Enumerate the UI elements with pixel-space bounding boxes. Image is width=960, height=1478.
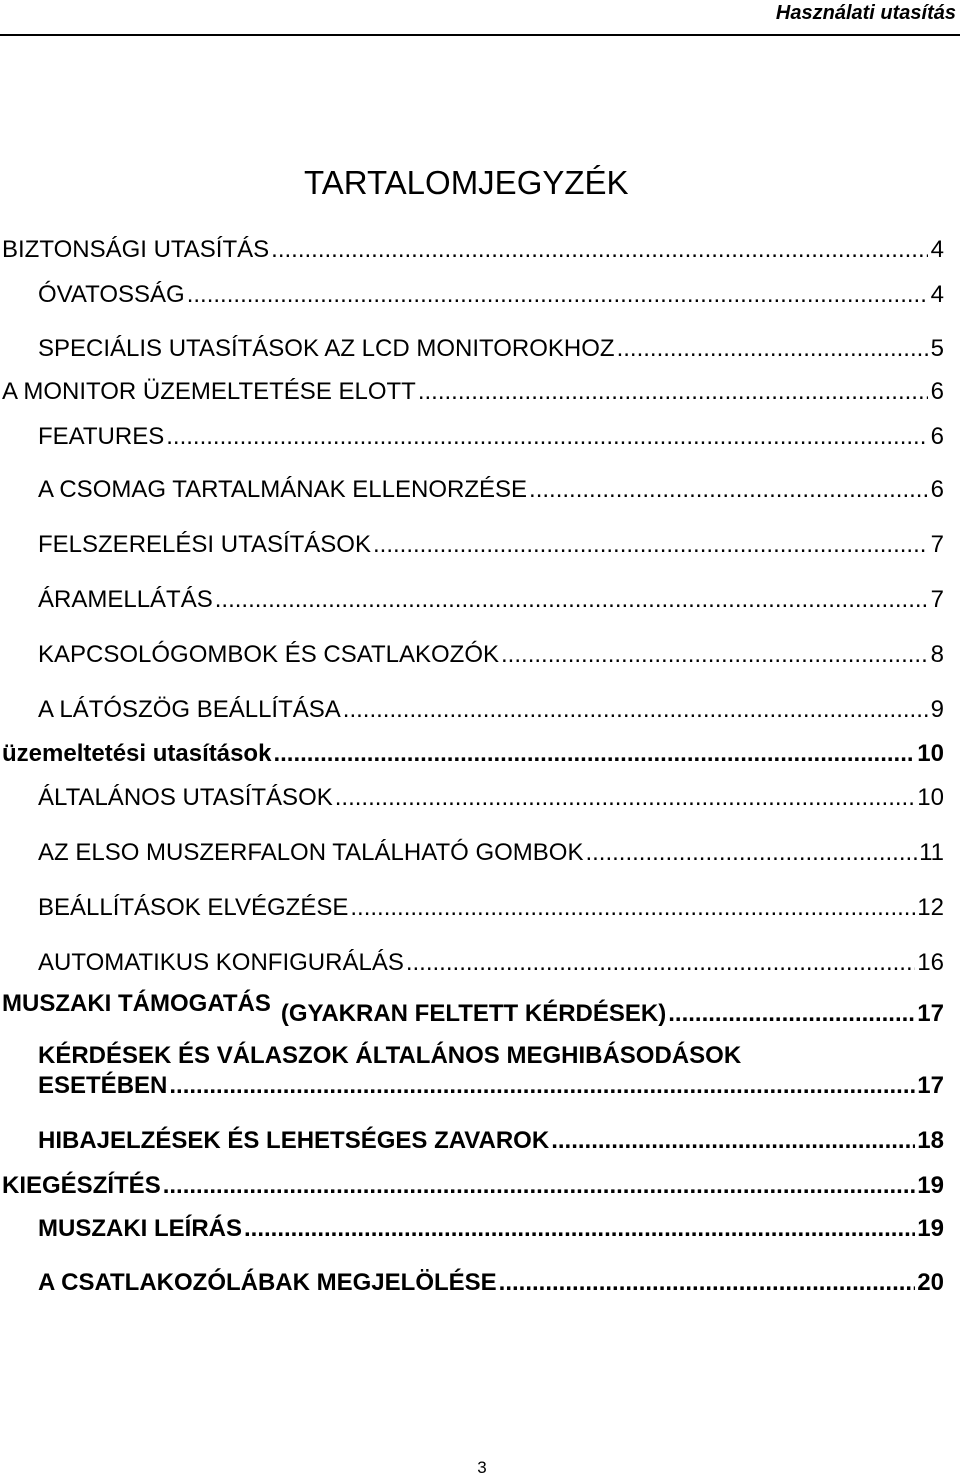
toc-entry-page: 7 xyxy=(930,531,944,558)
toc-entry-label: KAPCSOLÓGOMBOK ÉS CSATLAKOZÓK xyxy=(38,641,500,668)
toc-entry-page: 19 xyxy=(917,1172,944,1199)
toc-entry-kiegeszites[interactable] xyxy=(2,1172,944,1200)
toc-entry-page: 11 xyxy=(919,839,944,866)
toc-entry-page: 16 xyxy=(917,949,944,976)
toc-entry-page: 4 xyxy=(930,236,944,263)
toc-entry-page: 9 xyxy=(930,696,944,723)
toc-entry-biztonsagi-utasitas[interactable] xyxy=(2,236,944,264)
toc-entry-hibajelzesek[interactable] xyxy=(38,1127,944,1155)
toc-entry-label-continued: ESETÉBEN xyxy=(38,1072,168,1099)
toc-entry-csatlakozolabak[interactable] xyxy=(38,1269,944,1297)
toc-entry-label: üzemeltetési utasítások xyxy=(2,740,272,767)
toc-entry-muszaki-tamogatas[interactable] xyxy=(2,990,944,1028)
toc-entry-felszerelesi-utasitasok[interactable] xyxy=(38,531,944,559)
header-rule xyxy=(0,34,960,36)
toc-entry-label-continued: (GYAKRAN FELTETT KÉRDÉSEK) xyxy=(280,1000,667,1027)
toc-entry-page: 5 xyxy=(930,335,944,362)
page-header-title: Használati utasítás xyxy=(775,2,956,24)
toc-entry-beallitasok-elvegzese[interactable] xyxy=(38,894,944,922)
dot-leader xyxy=(343,696,928,724)
toc-entry-label: HIBAJELZÉSEK ÉS LEHETSÉGES ZAVAROK xyxy=(38,1127,550,1154)
dot-leader xyxy=(215,586,928,614)
toc-entry-label: ÁRAMELLÁTÁS xyxy=(38,586,213,613)
toc-entry-page: 19 xyxy=(917,1215,944,1242)
toc-entry-label: MUSZAKI TÁMOGATÁS xyxy=(2,990,271,1017)
toc-entry-page: 12 xyxy=(917,894,944,921)
toc-entry-page: 7 xyxy=(930,586,944,613)
toc-entry-muszerfalon-gombok[interactable] xyxy=(38,839,944,867)
toc-entry-kerdesek-es-valaszok[interactable] xyxy=(38,1042,944,1100)
dot-leader xyxy=(187,281,928,309)
dot-leader xyxy=(163,1172,916,1200)
toc-entry-label: A CSATLAKOZÓLÁBAK MEGJELÖLÉSE xyxy=(38,1269,497,1296)
toc-entry-page: 18 xyxy=(917,1127,944,1154)
toc-entry-label: AUTOMATIKUS KONFIGURÁLÁS xyxy=(38,949,404,976)
toc-entry-muszaki-leiras[interactable] xyxy=(38,1215,944,1243)
toc-entry-label: BIZTONSÁGI UTASÍTÁS xyxy=(2,236,270,263)
dot-leader xyxy=(335,784,916,812)
toc-entry-uzemeltetesi-utasitasok[interactable] xyxy=(2,740,944,768)
toc-entry-page: 10 xyxy=(917,784,944,811)
toc-entry-label: KÉRDÉSEK ÉS VÁLASZOK ÁLTALÁNOS MEGHIBÁSODÁSOK xyxy=(38,1042,742,1069)
toc-entry-label: A CSOMAG TARTALMÁNAK ELLENORZÉSE xyxy=(38,476,528,503)
toc-entry-aramellatas[interactable] xyxy=(38,586,944,614)
toc-entry-label: ÁLTALÁNOS UTASÍTÁSOK xyxy=(38,784,333,811)
toc-entry-label: FELSZERELÉSI UTASÍTÁSOK xyxy=(38,531,371,558)
dot-leader xyxy=(166,423,928,451)
toc-entry-label: KIEGÉSZÍTÉS xyxy=(2,1172,161,1199)
toc-entry-label: SPECIÁLIS UTASÍTÁSOK AZ LCD MONITOROKHOZ xyxy=(38,335,615,362)
dot-leader xyxy=(668,1000,915,1028)
toc-entry-features[interactable] xyxy=(38,423,944,451)
toc-entry-label: ÓVATOSSÁG xyxy=(38,281,185,308)
toc-entry-page: 6 xyxy=(930,423,944,450)
dot-leader xyxy=(585,839,917,867)
page-number: 3 xyxy=(477,1458,487,1477)
toc-entry-page: 6 xyxy=(930,476,944,503)
dot-leader xyxy=(273,740,915,768)
toc-entry-monitor-uzemeltetese[interactable] xyxy=(2,378,944,406)
toc-entry-specialis-utasitasok[interactable] xyxy=(38,335,944,363)
toc-entry-altalanos-utasitasok[interactable] xyxy=(38,784,944,812)
toc-entry-page: 8 xyxy=(930,641,944,668)
toc-entry-csomag-tartalma[interactable] xyxy=(38,476,944,504)
toc-entry-automatikus-konfiguralas[interactable] xyxy=(38,949,944,977)
toc-entry-label: BEÁLLÍTÁSOK ELVÉGZÉSE xyxy=(38,894,349,921)
toc-heading: TARTALOMJEGYZÉK xyxy=(304,164,629,201)
toc-entry-page: 17 xyxy=(917,1000,944,1027)
dot-leader xyxy=(501,641,928,669)
toc-entry-label: AZ ELSO MUSZERFALON TALÁLHATÓ GOMBOK xyxy=(38,839,584,866)
toc-entry-page: 10 xyxy=(917,740,944,767)
dot-leader xyxy=(551,1127,915,1155)
toc-entry-latoszog-beallitasa[interactable] xyxy=(38,696,944,724)
dot-leader xyxy=(529,476,928,504)
dot-leader xyxy=(406,949,915,977)
toc-entry-page: 6 xyxy=(930,378,944,405)
dot-leader xyxy=(350,894,915,922)
dot-leader xyxy=(244,1215,915,1243)
toc-entry-kapcsologombok[interactable] xyxy=(38,641,944,669)
toc-entry-page: 20 xyxy=(917,1269,944,1296)
dot-leader xyxy=(418,378,928,406)
dot-leader xyxy=(373,531,928,559)
toc-entry-label: FEATURES xyxy=(38,423,165,450)
toc-entry-label: A MONITOR ÜZEMELTETÉSE ELOTT xyxy=(2,378,416,405)
toc-entry-label: MUSZAKI LEÍRÁS xyxy=(38,1215,242,1242)
toc-entry-ovatossag[interactable] xyxy=(38,281,944,309)
toc-entry-label: A LÁTÓSZÖG BEÁLLÍTÁSA xyxy=(38,696,341,723)
dot-leader xyxy=(499,1269,916,1297)
toc-entry-page: 17 xyxy=(917,1072,944,1099)
dot-leader xyxy=(617,335,928,363)
dot-leader xyxy=(271,236,928,264)
toc-entry-page: 4 xyxy=(930,281,944,308)
dot-leader xyxy=(169,1072,915,1100)
